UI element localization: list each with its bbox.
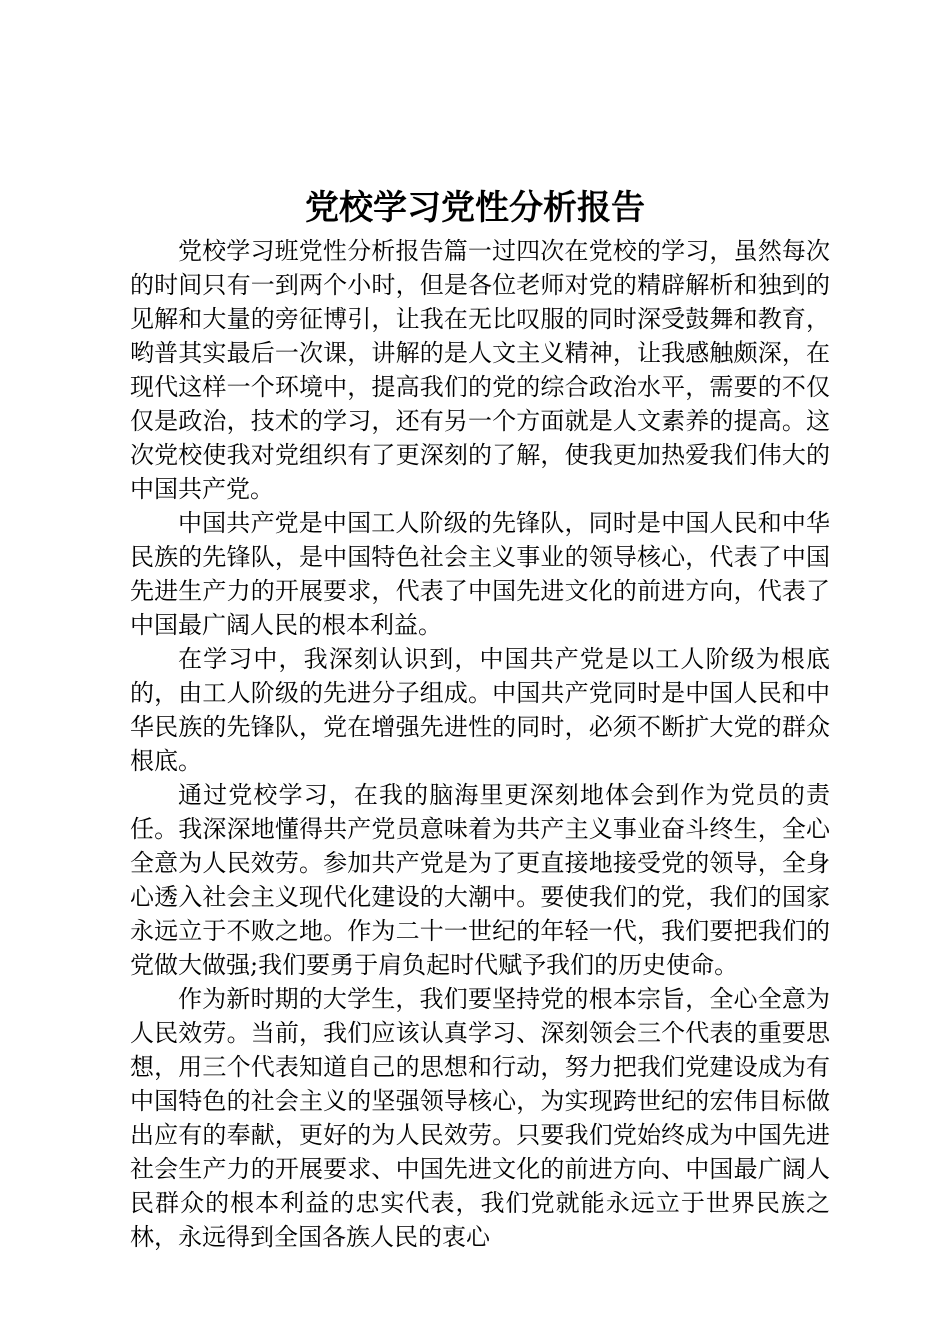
- paragraph-3: 在学习中，我深刻认识到，中国共产党是以工人阶级为根底的，由工人阶级的先进分子组成。中国共产党同时是中国人民和中华民族的先锋队，党在增强先进性的同时，必须不断扩大党的群众根底。: [130, 645, 830, 775]
- paragraph-5: 作为新时期的大学生，我们要坚持党的根本宗旨，全心全意为人民效劳。当前，我们应该认真学习、深刻领会三个代表的重要思想，用三个代表知道自己的思想和行动，努力把我们党建设成为有中国特色的社会主义的坚强领导核心，为实现跨世纪的宏伟目标做出应有的奉献，更好的为人民效劳。只要我们党始终成为中国先进社会生产力的开展要求、中国先进文化的前进方向、中国最广阔人民群众的根本利益的忠实代表，我们党就能永远立于世界民族之林，永远得到全国各族人民的衷心: [130, 985, 830, 1251]
- paragraph-1: 党校学习班党性分析报告篇一过四次在党校的学习，虽然每次的时间只有一到两个小时，但是各位老师对党的精辟解析和独到的见解和大量的旁征博引，让我在无比叹服的同时深受鼓舞和教育，哟普其实最后一次课，讲解的是人文主义精神，让我感触颇深，在现代这样一个环境中，提高我们的党的综合政治水平，需要的不仅仅是政治，技术的学习，还有另一个方面就是人文素养的提高。这次党校使我对党组织有了更深刻的了解，使我更加热爱我们伟大的中国共产党。: [130, 237, 830, 503]
- paragraph-2: 中国共产党是中国工人阶级的先锋队，同时是中国人民和中华民族的先锋队，是中国特色社会主义事业的领导核心，代表了中国先进生产力的开展要求，代表了中国先进文化的前进方向，代表了中国最广阔人民的根本利益。: [130, 509, 830, 639]
- paragraph-4: 通过党校学习，在我的脑海里更深刻地体会到作为党员的责任。我深深地懂得共产党员意味着为共产主义事业奋斗终生，全心全意为人民效劳。参加共产党是为了更直接地接受党的领导，全身心透入社会主义现代化建设的大潮中。要使我们的党，我们的国家永远立于不败之地。作为二十一世纪的年轻一代，我们要把我们的党做大做强;我们要勇于肩负起时代赋予我们的历史使命。: [130, 781, 830, 979]
- document-title: 党校学习党性分析报告: [305, 188, 645, 228]
- document-body: [130, 234, 830, 1254]
